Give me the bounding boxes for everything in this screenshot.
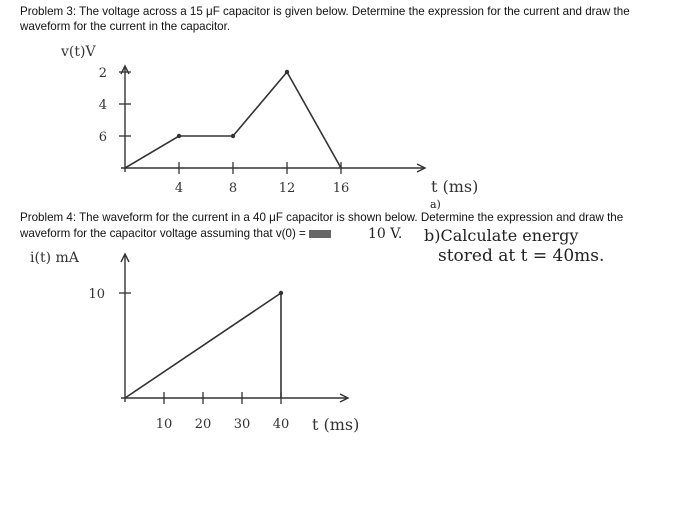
x-tick-label: 10 (155, 417, 173, 432)
y-tick-label: 10 (88, 287, 105, 302)
problem3-text-line1: Problem 3: The voltage across a 15 μF capacitor is given below. Determine the expression for the current and draw the (20, 5, 630, 18)
y-tick-label: 2 (98, 66, 107, 81)
current-waveform-chart (30, 248, 430, 443)
handwritten-part-a-marker: a) (430, 198, 441, 211)
waveform-point (285, 70, 289, 74)
x-tick-label: 40 (272, 417, 290, 432)
waveform-line (125, 293, 281, 398)
redaction-mark (309, 230, 331, 238)
problem4-text-line1: Problem 4: The waveform for the current in a 40 μF capacitor is shown below. Determine the expression and draw the (20, 211, 624, 224)
waveform-point (279, 291, 283, 295)
x-tick-label: 8 (228, 181, 238, 196)
problem4-text-line2 (20, 226, 334, 241)
y-axis-label: v(t)V (61, 44, 96, 60)
y-axis-label: i(t) mA (30, 250, 79, 266)
y-tick-label: 6 (98, 130, 107, 145)
waveform-point (231, 134, 235, 138)
x-tick-label: 20 (194, 417, 212, 432)
x-tick-label: 12 (278, 181, 296, 196)
handwritten-part-b-line1: b)Calculate energy (424, 226, 579, 245)
x-axis-label: t (ms) (431, 177, 479, 196)
x-tick-label: 30 (233, 417, 251, 432)
handwritten-v0-value: 10 V. (368, 226, 403, 242)
problem4-v0-prompt: waveform for the capacitor voltage assuming that v(0) = (20, 227, 306, 240)
waveform-point (177, 134, 181, 138)
waveform-line (125, 72, 341, 168)
problem3-text-line2: waveform for the current in the capacitor. (20, 20, 231, 33)
handwritten-part-b-line2: stored at t = 40ms. (438, 246, 605, 266)
x-tick-label: 16 (332, 181, 350, 196)
x-axis-label: t (ms) (312, 415, 360, 434)
voltage-waveform-chart (55, 38, 515, 208)
x-tick-label: 4 (174, 181, 184, 196)
y-tick-label: 4 (98, 98, 107, 113)
